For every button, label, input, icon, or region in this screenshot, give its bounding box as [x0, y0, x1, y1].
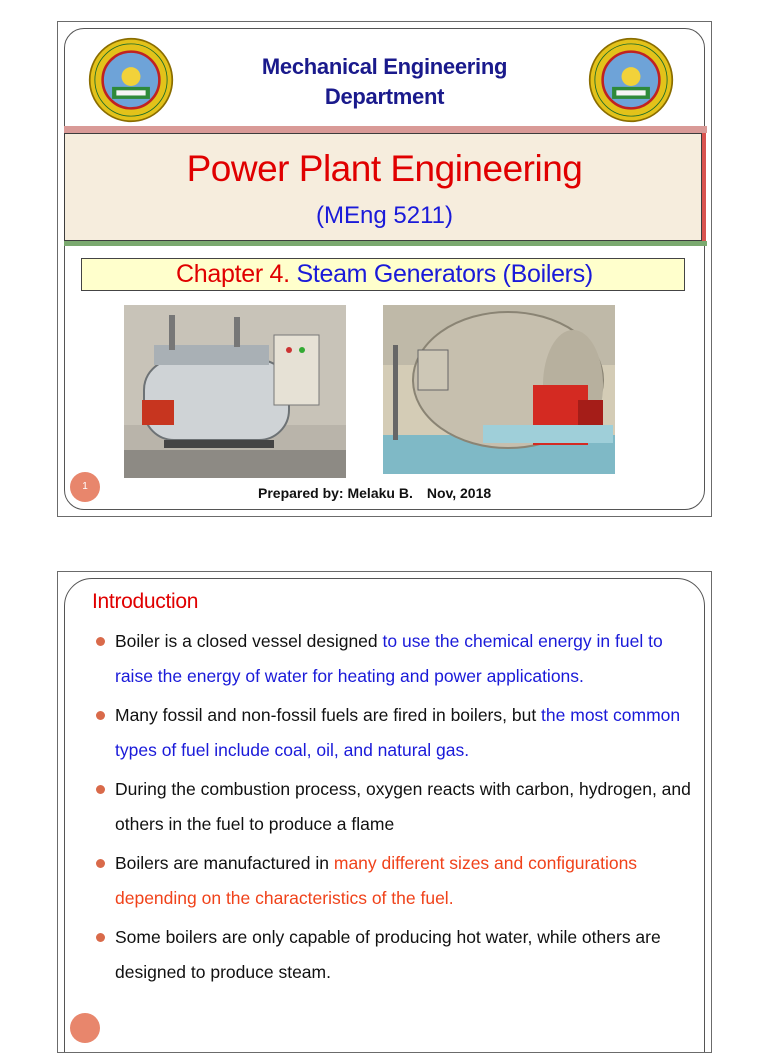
chapter-title: Steam Generators (Boilers) [296, 260, 593, 288]
bullet-dot-icon [96, 933, 105, 942]
bullet-item [92, 846, 692, 915]
course-code: (MEng 5211) [316, 202, 453, 229]
bullet-text: Many fossil and non-fossil fuels are fired in boilers, but [115, 705, 542, 725]
bullet-text: Some boilers are only capable of producing hot water, while others are designed to produce steam. [115, 927, 661, 982]
chapter-heading [58, 260, 711, 289]
bullet-text: During the combustion process, oxygen reacts with carbon, hydrogen, and others in the fuel to produce a flame [115, 779, 691, 834]
department-line-2: Department [324, 84, 445, 109]
chapter-number: Chapter 4. [176, 260, 290, 288]
bullet-text: Boilers are manufactured in [115, 853, 334, 873]
bullet-highlight: the most common types of fuel include coal, oil, and natural gas. [115, 705, 681, 760]
bullet-dot-icon [96, 785, 105, 794]
boiler-photo-2 [383, 305, 615, 474]
bullet-dot-icon [96, 859, 105, 868]
title-band-bottom-stripe [64, 241, 707, 246]
bullet-highlight: many different sizes and configurations depending on the characteristics of the fuel. [115, 853, 638, 908]
page-number-badge [70, 1013, 100, 1043]
bullet-item [92, 772, 692, 841]
date: Nov, 2018 [426, 485, 492, 501]
bullet-item [92, 920, 692, 989]
bullet-text: Boiler is a closed vessel designed [115, 631, 383, 651]
prepared-by-line [258, 485, 491, 501]
bullet-dot-icon [96, 637, 105, 646]
course-title: Power Plant Engineering [186, 148, 583, 189]
title-slide [57, 21, 712, 517]
department-line-1: Mechanical Engineering [261, 54, 508, 79]
bullet-highlight: to use the chemical energy in fuel to raise the energy of water for heating and power applications. [115, 631, 663, 686]
bullet-list [92, 624, 692, 994]
title-band-top-stripe [64, 126, 707, 133]
author: Prepared by: Melaku B. [258, 485, 413, 501]
bullet-item [92, 624, 692, 693]
bullet-item [92, 698, 692, 767]
page-number-badge: 1 [70, 472, 100, 502]
boiler-photo-1 [124, 305, 346, 478]
slide-heading: Introduction [92, 590, 199, 613]
bullet-dot-icon [96, 711, 105, 720]
department-heading [58, 52, 711, 112]
introduction-slide [57, 571, 712, 1053]
